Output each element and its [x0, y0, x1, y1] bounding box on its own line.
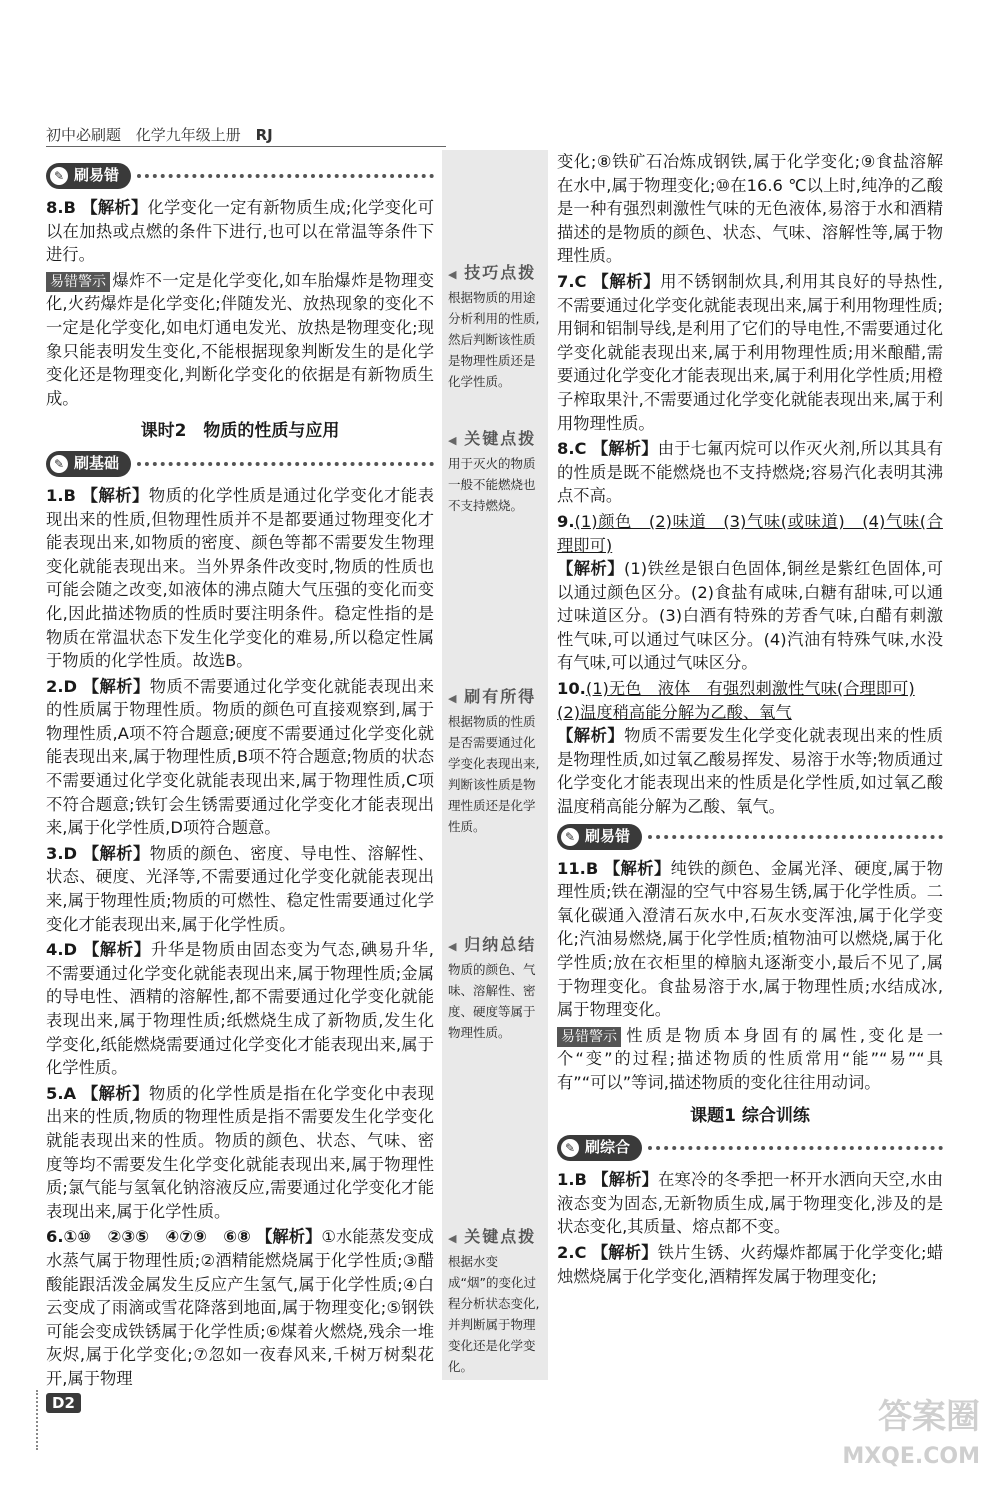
question-z2: 2.C 【解析】铁片生锈、火药爆炸都属于化学变化;蜡烛燃烧属于化学变化,酒精挥发属于物理变化;: [557, 1242, 943, 1286]
pencil-icon: ✎: [50, 167, 68, 185]
edition-label: RJ: [255, 126, 273, 144]
header-rule: [46, 146, 446, 147]
left-column: [46, 158, 434, 1393]
tip-title: ◀ 关键点拨: [448, 1226, 546, 1249]
section-title: 课时2 物质的性质与应用: [140, 421, 340, 442]
tip-text: 根据物质的用途分析利用的性质,然后判断该性质是物理性质还是化学性质。: [448, 290, 540, 389]
series-title: 初中必刷题: [46, 126, 122, 144]
watermark-logo: 答案圈: [878, 1397, 980, 1437]
question-8-right: 8.C 【解析】由于七氟丙烷可以作灭火剂,所以其具有的性质是既不能燃烧也不支持燃烧;容易汽化表明其沸点不高。: [557, 439, 943, 506]
question-7: 7.C 【解析】用不锈钢制炊具,利用其良好的导热性,不需要通过化学变化就能表现出来,属于利用物理性质;用铜和铝制导线,是利用了它们的导电性,不需要通过化学变化就能表现出来,属于利用物理性质;用米酿醋,需要通过化学变化才能表现出来,属于利用化学性质;用橙子榨取果汁,不需要通过化学变化就能表现出来,属于利用物理性质。: [557, 271, 943, 433]
tip-box-1: [448, 262, 546, 392]
question-11: 11.B 【解析】纯铁的颜色、金属光泽、硬度,属于物理性质;铁在潮湿的空气中容易生锈,属于化学性质。二氧化碳通入澄清石灰水中,石灰水变浑浊,属于化学变化;汽油易燃烧,属于化学性质;植物油可以燃烧,属于化学性质;放在衣柜里的樟脑丸逐渐变小,最后不见了,属于物理变化。食盐易溶于水,属于物理性质;水结成冰,属于物理变化。: [557, 858, 943, 1020]
question-10: 10.(1)无色 液体 有强烈刺激性气味(合理即可) (2)温度稍高能分解为乙酸、氧气 【解析】物质不需要发生化学变化就表现出来的性质是物理性质,如过氧乙酸易挥发、易溶于水等;物质通过化学变化才能表现出来的性质是化学性质,如过氧乙酸温度稍高能分解为乙酸、氧气。: [557, 679, 943, 817]
badge-label: 刷易错: [74, 166, 120, 185]
tip-title: ◀ 关键点拨: [448, 428, 546, 451]
tip-text: 物质的颜色、气味、溶解性、密度、硬度等属于物理性质。: [448, 962, 536, 1040]
tip-box-2: [448, 428, 546, 516]
badge-label: 刷综合: [585, 1138, 631, 1157]
tip-title: ◀ 刷有所得: [448, 686, 546, 709]
right-column: [557, 150, 943, 1290]
question-6: 6.①⑩ ②③⑤ ④⑦⑨ ⑥⑧ 【解析】①水能蒸发变成水蒸气属于物理性质;②酒精能燃烧属于化学性质;③醋酸能跟活泼金属发生反应产生氢气,属于化学性质;④白云变成了雨滴或雪花降落到地面,属于物理变化;⑤钢铁可能会变成铁锈属于化学性质;⑥煤着火燃烧,残余一堆灰烬,属于化学变化;⑦忽如一夜春风来,千树万树梨花开,属于物理: [46, 1227, 434, 1388]
tip-text: 根据物质的性质是否需要通过化学变化表现出来,判断该性质是物理性质还是化学性质。: [448, 714, 540, 834]
warning-note: 易错警示 爆炸不一定是化学变化,如车胎爆炸是物理变化,火药爆炸是化学变化;伴随发光、放热现象的变化不一定是化学变化,如电灯通电发光、放热是物理变化;现象只能表明发生变化,不能根据现象判断发生的是化学变化还是物理变化,判断化学变化的依据是有新物质生成。: [46, 270, 434, 408]
watermark-url: MXQE.COM: [842, 1444, 980, 1469]
tip-title: ◀ 技巧点拨: [448, 262, 546, 285]
badge-jichu: [46, 450, 434, 478]
pencil-icon: ✎: [561, 1139, 579, 1157]
question-5: 5.A 【解析】物质的化学性质是指在化学变化中表现出来的性质,物质的物理性质是指不需要发生化学变化就能表现出来的性质。物质的颜色、状态、气味、密度等均不需要发生化学变化就能表现出来,属于物理性质;氯气能与氢氧化钠溶液反应,需要通过化学变化才能表现出来,属于化学性质。: [46, 1083, 434, 1221]
question-8: 8.B 【解析】化学变化一定有新物质生成;化学变化可以在加热或点燃的条件下进行,也可以在常温等条件下进行。: [46, 198, 434, 265]
badge-zonghe: [557, 1134, 943, 1162]
tip-box-3: [448, 686, 546, 837]
question-z1: 1.B 【解析】在寒冷的冬季把一杯开水洒向天空,水由液态变为固态,无新物质生成,属于物理变化,涉及的是状态变化,其质量、熔点都不变。: [557, 1170, 943, 1237]
corner-mark: [36, 1390, 40, 1450]
tip-box-4: [448, 934, 546, 1043]
tip-text: 根据水变成“烟”的变化过程分析状态变化,并判断属于物理变化还是化学变化。: [448, 1254, 540, 1374]
tip-title: ◀ 归纳总结: [448, 934, 546, 957]
question-9: 9.(1)颜色 (2)味道 (3)气味(或味道) (4)气味(合理即可) 【解析】(1)铁丝是银白色固体,铜丝是紫红色固体,可以通过颜色区分。(2)食盐有咸味,白糖有甜味,可以通过味道区分。(3)白酒有特殊的芳香气味,白醋有刺激性气味,可以通过气味区分。(4)汽油有特殊气味,水没有气味,可以通过气味区分。: [557, 511, 943, 673]
pencil-icon: ✎: [561, 828, 579, 846]
question-6-continued: 变化;⑧铁矿石冶炼成钢铁,属于化学变化;⑨食盐溶解在水中,属于物理变化;⑩在16.6 ℃以上时,纯净的乙酸是一种有强烈刺激性气味的无色液体,易溶于水和酒精描述的是物质的颜色、状态、气味、溶解性等,属于物理性质。: [557, 152, 943, 266]
tip-text: 用于灭火的物质一般不能燃烧也不支持燃烧。: [448, 456, 536, 513]
question-1: 1.B 【解析】物质的化学性质是通过化学变化才能表现出来的性质,但物理性质并不是都要通过物理变化才能表现出来,如物质的密度、颜色等都不需要发生物理变化就能表现出来。当外界条件改变时,物质的性质也可能会随之改变,如液体的沸点随大气压强的变化而变化,因此描述物质的性质时要注明条件。稳定性指的是物质在常温状态下发生化学变化的难易,所以稳定性属于物质的化学性质。故选B。: [46, 485, 434, 671]
pencil-icon: ✎: [50, 455, 68, 473]
book-subject: 化学九年级上册: [135, 126, 241, 144]
page-header: [46, 124, 283, 145]
question-3: 3.D 【解析】物质的颜色、密度、导电性、溶解性、状态、硬度、光泽等,不需要通过化学变化就能表现出来,属于物理性质;物质的可燃性、稳定性需要通过化学变化才能表现出来,属于化学性质。: [46, 843, 434, 934]
question-2: 2.D 【解析】物质不需要通过化学变化就能表现出来的性质属于物理性质。物质的颜色可直接观察到,属于物理性质,A项不符合题意;硬度不需要通过化学变化就能表现出来,属于物理性质,B项不符合题意;物质的状态不需要通过化学变化就能表现出来,属于物理性质,C项不符合题意;铁钉会生锈需要通过化学变化才能表现出来,属于化学性质,D项符合题意。: [46, 676, 434, 838]
warning-label: 易错警示: [46, 272, 110, 292]
page-number: D2: [46, 1393, 81, 1413]
badge-label: 刷易错: [585, 826, 631, 845]
question-4: 4.D 【解析】升华是物质由固态变为气态,碘易升华,不需要通过化学变化就能表现出来,属于物理性质;金属的导电性、酒精的溶解性,都不需要通过化学变化就能表现出来,属于物理性质;纸燃烧生成了新物质,发生化学变化,纸能燃烧需要通过化学变化才能表现出来,属于化学性质。: [46, 940, 434, 1078]
tip-box-5: [448, 1226, 546, 1377]
section-title-2: 课题1 综合训练: [690, 1105, 810, 1126]
warning-note-2: 易错警示 性质是物质本身固有的属性,变化是一个“变”的过程;描述物质的性质常用“能”“易”“具有”“可以”等词,描述物质的变化往往用动词。: [557, 1025, 943, 1092]
badge-label: 刷基础: [74, 454, 120, 473]
site-watermark: [842, 1397, 980, 1477]
badge-yicuo-2: [557, 823, 943, 851]
badge-yicuo: [46, 162, 434, 190]
warning-label: 易错警示: [557, 1027, 621, 1047]
